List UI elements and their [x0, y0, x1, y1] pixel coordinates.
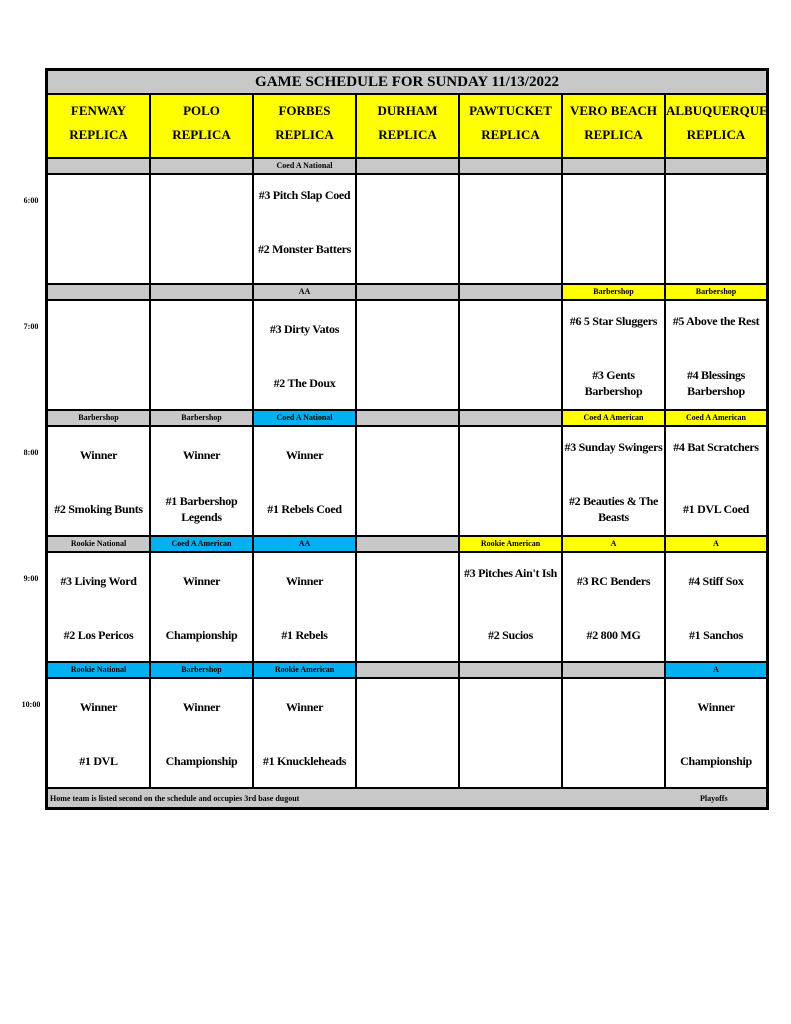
home-team: #2 Monster Batters [257, 242, 352, 256]
court-subtitle: REPLICA [69, 127, 128, 142]
game-cell [562, 552, 665, 662]
court-subtitle: REPLICA [275, 127, 334, 142]
visiting-team: Winner [285, 448, 324, 462]
home-team: #2 The Doux [273, 376, 336, 390]
division-label [459, 410, 562, 426]
division-label: A [562, 536, 665, 552]
home-team: #1 Barbershop Legends [165, 494, 238, 524]
visiting-team: #3 Pitches Ain't Ish [463, 566, 557, 580]
footer-note: Home team is listed second on the schedule and occupies 3rd base dugout [50, 794, 300, 803]
court-name: FORBES [278, 103, 331, 118]
division-label: Barbershop [150, 662, 253, 678]
division-label [562, 662, 665, 678]
division-label: Rookie National [47, 662, 150, 678]
home-team: #2 800 MG [586, 628, 641, 642]
game-cell [665, 300, 767, 410]
home-team: #2 Smoking Bunts [54, 502, 143, 516]
home-team: #1 Sanchos [688, 628, 744, 642]
division-label [459, 284, 562, 300]
division-label: A [665, 662, 767, 678]
court-subtitle: REPLICA [481, 127, 540, 142]
court-subtitle: REPLICA [378, 127, 437, 142]
division-label [150, 158, 253, 174]
division-label: Rookie National [47, 536, 150, 552]
court-subtitle: REPLICA [686, 127, 746, 142]
game-cell [150, 552, 253, 662]
game-cell [665, 678, 767, 788]
game-cell [356, 426, 459, 536]
court-header-albuquerque [665, 94, 767, 158]
game-cell [459, 174, 562, 284]
visiting-team: #4 Stiff Sox [688, 574, 744, 588]
schedule-title: GAME SCHEDULE FOR SUNDAY 11/13/2022 [47, 70, 767, 94]
game-cell [253, 678, 356, 788]
court-subtitle: REPLICA [172, 127, 231, 142]
division-label: Coed A American [665, 410, 767, 426]
division-label [356, 662, 459, 678]
home-team: #2 Beauties & The Beasts [568, 494, 658, 524]
game-cell [356, 552, 459, 662]
visiting-team: Winner [182, 700, 221, 714]
game-cell [356, 174, 459, 284]
game-cell [665, 426, 767, 536]
game-cell [459, 426, 562, 536]
home-team: #2 Sucios [488, 628, 533, 642]
court-header-fenway [47, 94, 150, 158]
court-header-vero-beach [562, 94, 665, 158]
game-cell [150, 174, 253, 284]
division-label: Coed A American [150, 536, 253, 552]
home-team: #2 Los Pericos [63, 628, 134, 642]
visiting-team: Winner [79, 448, 118, 462]
game-cell [47, 678, 150, 788]
division-label: Rookie American [459, 536, 562, 552]
court-name: VERO BEACH [569, 103, 658, 118]
court-subtitle: REPLICA [584, 127, 643, 142]
division-label [562, 158, 665, 174]
division-label [47, 158, 150, 174]
game-cell [459, 552, 562, 662]
home-team: #1 Knuckleheads [262, 754, 347, 768]
division-label [356, 284, 459, 300]
visiting-team: #3 Living Word [60, 574, 137, 588]
game-cell [47, 426, 150, 536]
division-label [356, 410, 459, 426]
game-cell [253, 174, 356, 284]
court-header-forbes [253, 94, 356, 158]
division-label [47, 284, 150, 300]
game-cell [459, 678, 562, 788]
visiting-team: #3 RC Benders [576, 574, 651, 588]
visiting-team: #4 Bat Scratchers [673, 440, 759, 454]
time-label: 10:00 [21, 700, 41, 709]
game-cell [253, 552, 356, 662]
home-team: #1 DVL Coed [682, 502, 750, 516]
division-label: Barbershop [562, 284, 665, 300]
home-team: #3 Gents Barbershop [584, 368, 643, 398]
division-label [356, 536, 459, 552]
home-team: #4 Blessings Barbershop [686, 368, 746, 398]
division-label: Coed A National [253, 410, 356, 426]
game-cell [150, 300, 253, 410]
division-label [459, 158, 562, 174]
game-cell [47, 300, 150, 410]
visiting-team: #5 Above the Rest [672, 314, 760, 328]
court-name: ALBUQUERQUE [666, 103, 768, 118]
game-cell [47, 552, 150, 662]
division-label [150, 284, 253, 300]
home-team: Championship [165, 754, 238, 768]
time-label: 8:00 [23, 448, 39, 457]
division-label [356, 158, 459, 174]
division-label [665, 158, 767, 174]
game-cell [150, 678, 253, 788]
court-header-pawtucket [459, 94, 562, 158]
visiting-team: Winner [285, 700, 324, 714]
division-label: Barbershop [665, 284, 767, 300]
visiting-team: Winner [182, 448, 221, 462]
division-label: AA [253, 536, 356, 552]
game-cell [356, 300, 459, 410]
game-cell [356, 678, 459, 788]
division-label: A [665, 536, 767, 552]
visiting-team: Winner [79, 700, 118, 714]
court-header-polo [150, 94, 253, 158]
home-team: Championship [165, 628, 238, 642]
home-team: Championship [680, 754, 752, 768]
game-cell [459, 300, 562, 410]
division-label: Coed A National [253, 158, 356, 174]
visiting-team: #6 5 Star Sluggers [569, 314, 658, 328]
division-label: Barbershop [47, 410, 150, 426]
visiting-team: Winner [697, 700, 735, 714]
schedule-table [45, 68, 769, 810]
game-cell [253, 426, 356, 536]
time-label: 7:00 [23, 322, 39, 331]
time-label: 6:00 [23, 196, 39, 205]
division-label [459, 662, 562, 678]
court-header-durham [356, 94, 459, 158]
visiting-team: #3 Dirty Vatos [269, 322, 340, 336]
game-cell [47, 174, 150, 284]
home-team: #1 Rebels Coed [267, 502, 342, 516]
court-name: FENWAY [70, 103, 127, 118]
game-cell [665, 174, 767, 284]
court-name: POLO [183, 103, 220, 118]
court-name: DURHAM [377, 103, 438, 118]
division-label: Barbershop [150, 410, 253, 426]
visiting-team: Winner [182, 574, 221, 588]
division-label: Coed A American [562, 410, 665, 426]
footer-legend: Playoffs [700, 794, 728, 803]
visiting-team: Winner [285, 574, 324, 588]
game-cell [562, 678, 665, 788]
footer-bar [47, 788, 767, 808]
visiting-team: #3 Pitch Slap Coed [258, 188, 351, 202]
home-team: #1 Rebels [281, 628, 328, 642]
home-team: #1 DVL [79, 754, 118, 768]
game-cell [562, 174, 665, 284]
visiting-team: #3 Sunday Swingers [564, 440, 663, 454]
division-label: AA [253, 284, 356, 300]
game-cell [665, 552, 767, 662]
game-cell [562, 426, 665, 536]
game-cell [562, 300, 665, 410]
game-cell [253, 300, 356, 410]
game-cell [150, 426, 253, 536]
time-label: 9:00 [23, 574, 39, 583]
court-name: PAWTUCKET [469, 103, 552, 118]
division-label: Rookie American [253, 662, 356, 678]
